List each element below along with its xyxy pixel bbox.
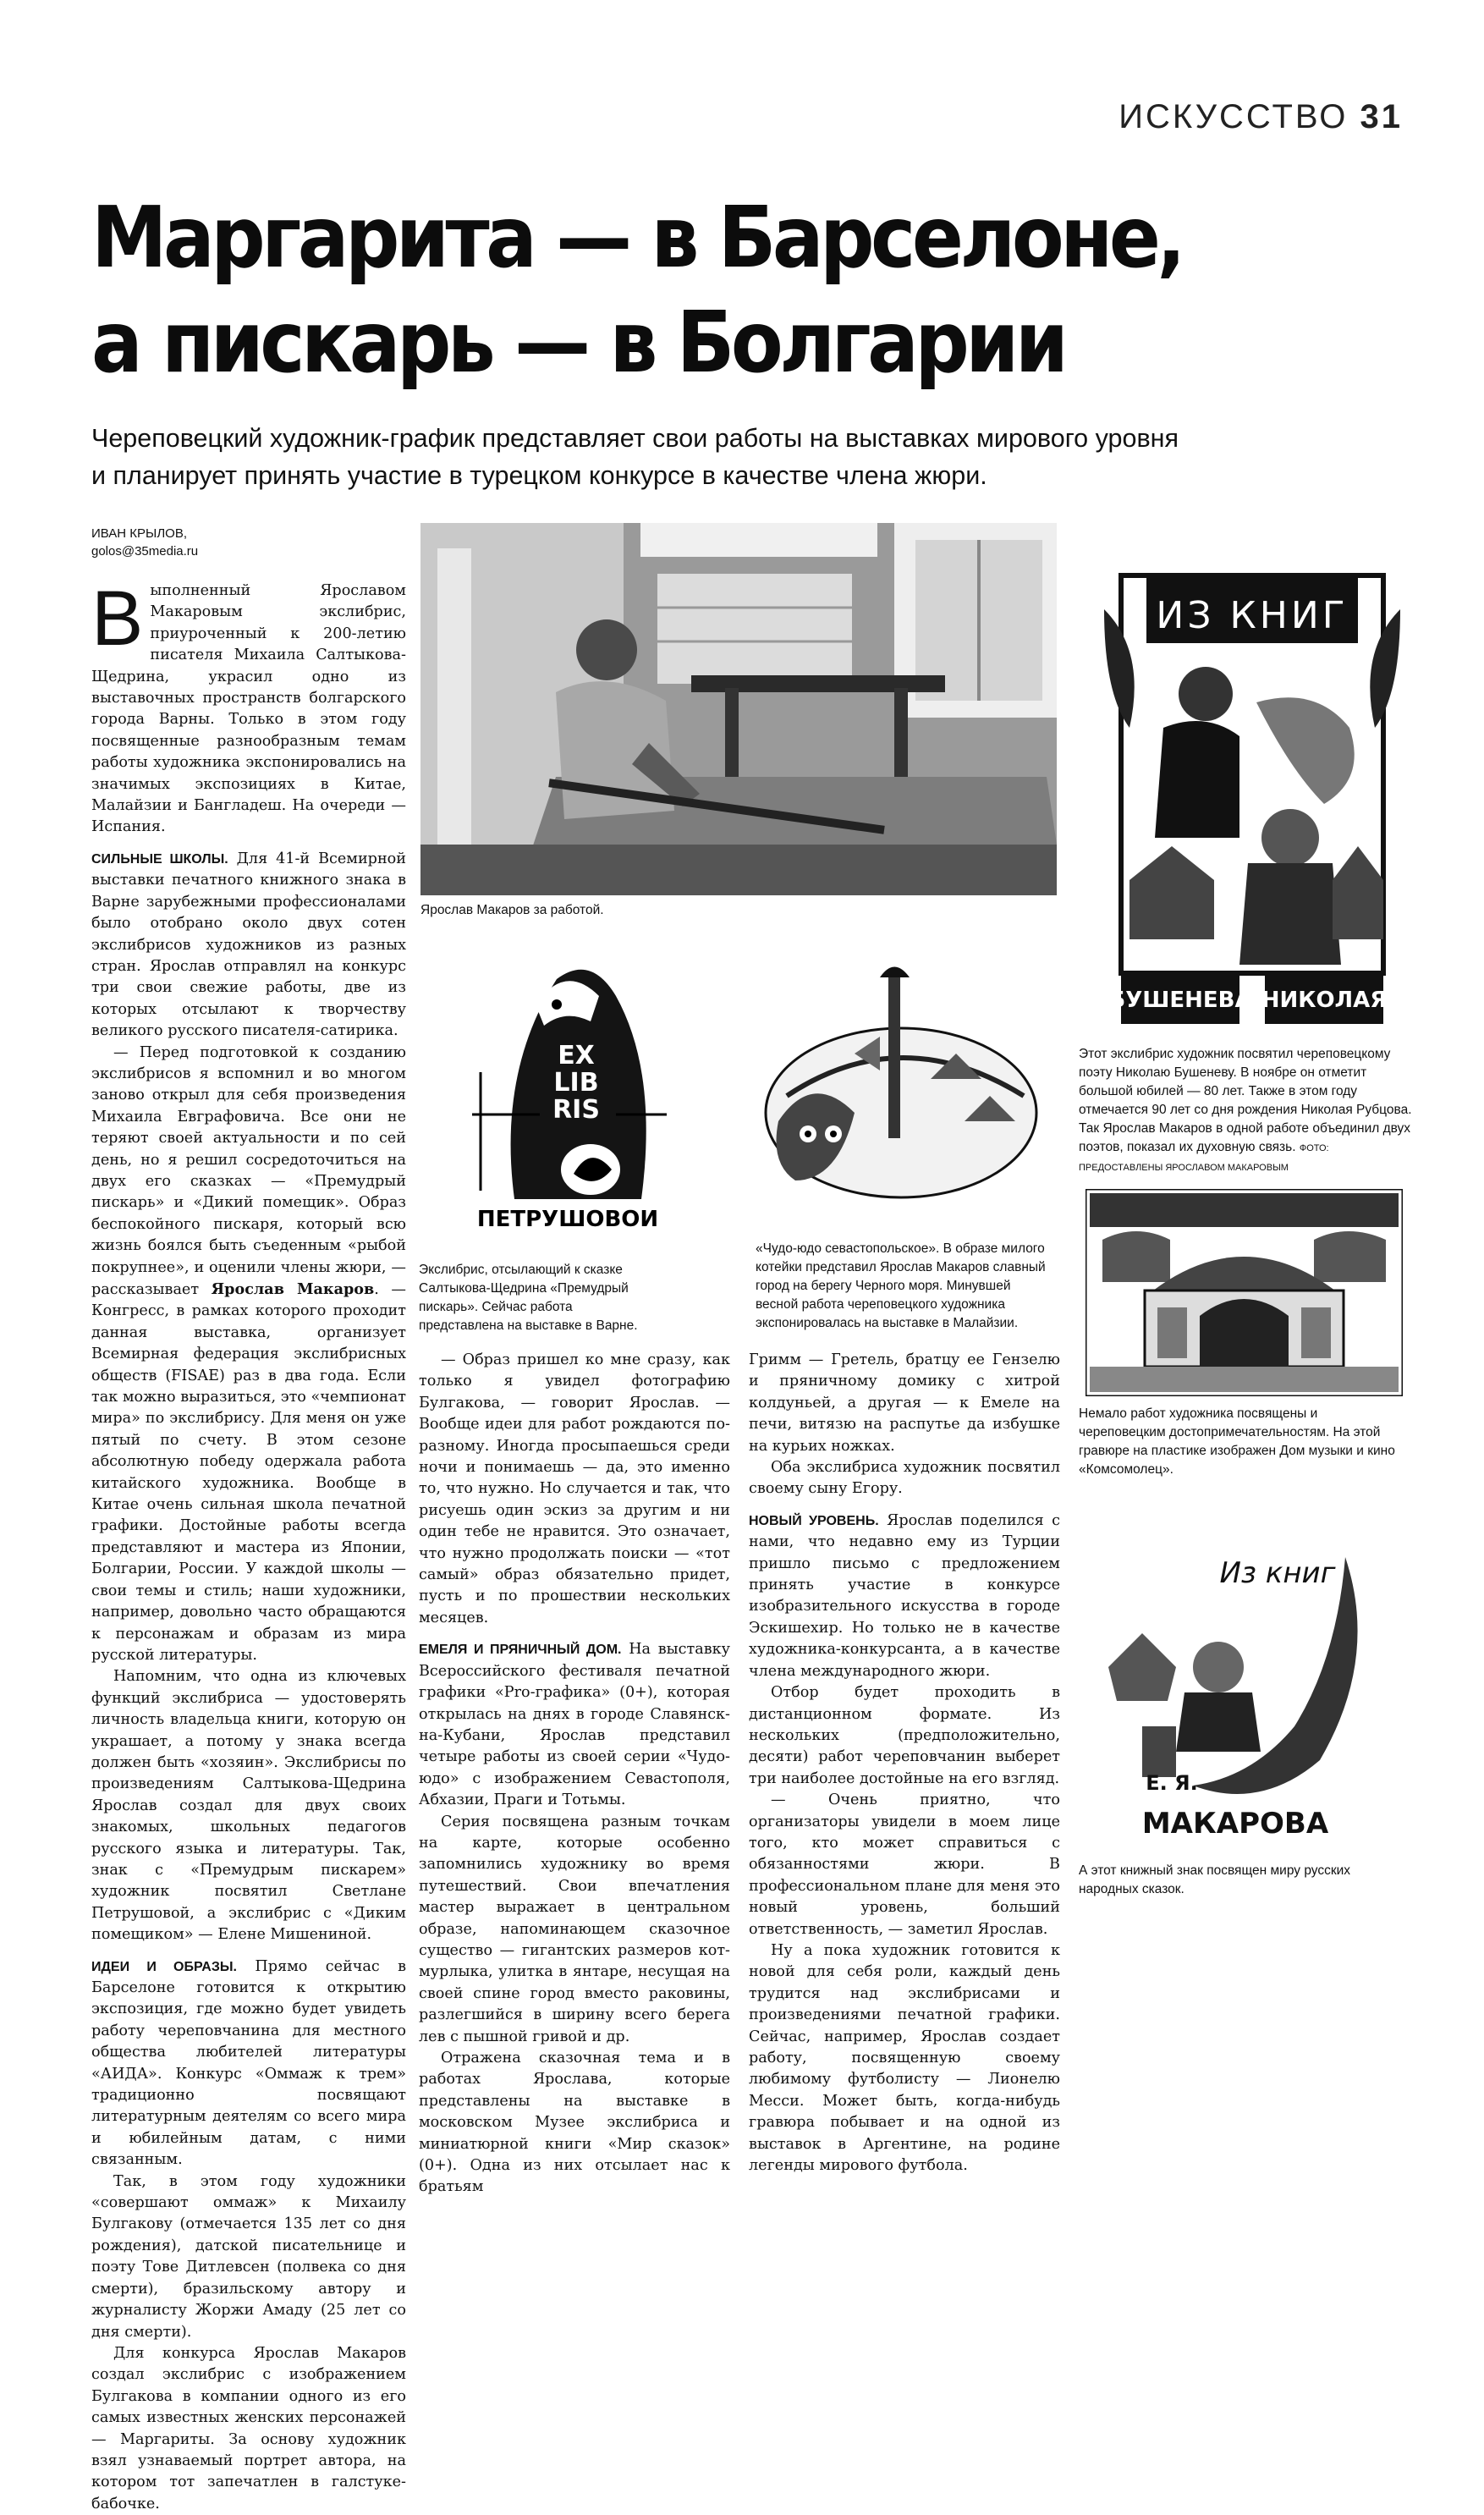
bushenev-bottom-right: НИКОЛАЯ <box>1261 988 1388 1013</box>
byline <box>91 525 198 560</box>
fairy-caption: А этот книжный знак посвящен миру русских народных сказок. <box>1079 1863 1351 1896</box>
drop-cap: В <box>91 575 144 662</box>
article-column-1 <box>91 575 407 2515</box>
headline-line-1: Маргарита — в Барселоне, <box>91 188 1183 287</box>
fairy-bottom-text: МАКАРОВА <box>1141 1807 1329 1841</box>
paragraph-text: Ярослав поделился с нами, что недавно ему из Турции пришло письмо с предложением принять участие в конкурсе изобразительного искусства в городе Эскишехир. Но только не в качестве художника-конкурсанта, а в качестве члена международного жюри. <box>749 1511 1061 1680</box>
paragraph: — Образ пришел ко мне сразу, как только я увидел фотографию Булгакова, — говорит Ярослав. — Вообще идеи для работ рождаются по-разному. Иногда просыпаешься среди ночи и понимаешь — да, это именно то, что нужно. Но случается и так, что рисуешь один эскиз за другим и ни один тебе не нравится. Это означает, что нужно продолжать поиски — «тот самый» образ обязательно придет, пусть и по прошествии нескольких месяцев. <box>419 1351 730 1626</box>
paragraph: Гримм — Гретель, братцу ее Гензелю и пряничному домику с хитрой колдуньей, а другая — к Емеле на печи, витязю на распутье да избушке на курьих ножках. <box>749 1351 1060 1455</box>
bushenev-top-text: ИЗ КНИГ <box>1156 594 1349 637</box>
exlibris-bushenev <box>1096 559 1409 1032</box>
artist-photo <box>420 523 1057 895</box>
artist-photo-drawing <box>420 523 1057 895</box>
exlibris-bushenev-drawing <box>1096 559 1409 1032</box>
bushenev-caption <box>1079 1045 1413 1177</box>
paragraph <box>91 849 406 1043</box>
page-number: 31 <box>1360 98 1403 135</box>
exlibris-1-caption: Экслибрис, отсылающий к сказке Салтыкова-Щедрина «Премудрый пискарь». Сейчас работа представлена на выставке в Варне. <box>419 1263 638 1333</box>
paragraph: Для конкурса Ярослав Макаров создал экслибрис с изображением Булгакова в компании одного из его самых известных женских персонажей — Маргариты. За основу художник взял узнаваемый портрет автора, на котором тот запечатлен в галстуке-бабочке. <box>91 2344 406 2512</box>
photo-credit: ФОТО: ПРЕДОСТАВЛЕНЫ ЯРОСЛАВОМ МАКАРОВЫМ <box>1079 1143 1329 1173</box>
exlibris-petrushova <box>464 945 672 1237</box>
paragraph-text: Прямо сейчас в Барселоне готовится к открытию экспозиция, где можно будет увидеть работу череповчанина для местного общества любителей литературы «АИДА». Конкурс «Оммаж к трем» традиционно посвящают литературным деятелям со всего мира и юбилейным датам, с ними связанным. <box>91 1957 407 2169</box>
paragraph: Серия посвящена разным точкам на карте, которые особенно запомнились художнику во время путешествий. Свои впечатления мастер выражает в центральном образе, напоминающем сказочное существо — гигантских размеров кот-мурлыка, улитка в янтаре, несущая на своей спине город вместо раковины, разлегшийся в ширину всего берега лев с пышной гривой и др. <box>419 1813 730 2045</box>
paragraph: Ну а пока художник готовится к новой для себя роли, каждый день трудится над экслибрисами и произведениями печатной графики. Сейчас, например, Ярослав создает работу, посвященную своему любимому футболисту — Лионелю Месси. Может быть, когда-нибудь гравюра побывает и на одной из выставок в Аргентине, на родине легенды мирового футбола. <box>749 1941 1060 2175</box>
subheading: СИЛЬНЫЕ ШКОЛЫ. <box>91 851 228 867</box>
exlibris-fairy-tales <box>1091 1532 1379 1845</box>
intro-paragraph <box>91 575 406 839</box>
engraving-caption: Немало работ художника посвящены и череповецким достопримечательностям. На этой гравюре на пластике изображен Дом музыки и кино «Комсомолец». <box>1079 1406 1395 1477</box>
section-name: ИСКУССТВО <box>1118 98 1349 135</box>
photo-caption: Ярослав Макаров за работой. <box>420 903 604 917</box>
author-name: ИВАН КРЫЛОВ, <box>91 526 187 541</box>
author-email: golos@35media.ru <box>91 544 199 559</box>
section-header <box>1118 98 1403 136</box>
paragraph: Отбор будет проходить в дистанционном формате. Из нескольких (предположительно, десяти) работ череповчанин выберет три наиболее достойные на его взгляд. <box>749 1684 1060 1787</box>
engraving-komsomolets <box>1086 1189 1403 1396</box>
person-name: Ярослав Макаров <box>211 1280 375 1298</box>
paragraph <box>91 1956 406 2171</box>
exlibris-2-caption: «Чудо-юдо севастопольское». В образе милого котейки представил Ярослав Макаров славный город на берегу Черного моря. Минувшей весной работа череповецкого художника экспонировалась на выставке в Малайзии. <box>756 1241 1046 1330</box>
exlibris-petrushova-drawing <box>464 945 672 1237</box>
paragraph: Оба экслибриса художник посвятил своему сыну Егору. <box>749 1459 1060 1498</box>
paragraph-text: . — Конгресс, в рамках которого проходит данная выставка, организует Всемирная федерация экслибрисных обществ (FISAE) раз в два года. Если так можно выразиться, это «чемпионат мира» по экслибрису. Для меня он уже пятый по счету. В этом сезоне абсолютную победу одержала работа китайского художника. Вообще в Китае очень сильная школа печатной графики. Достойные работы всегда представляют и мастера из Японии, Болгарии, России. У каждой школы — свои темы и стиль; наши художники, например, довольно часто обращаются к персонажам и образам из мира русской литературы. <box>91 1281 406 1664</box>
exlibris-owner-name: ПЕТРУШОВОИ <box>476 1207 659 1232</box>
bushenev-caption-text: Этот экслибрис художник посвятил череповецкому поэту Николаю Бушеневу. В ноябре он отметит большой юбилей — 80 лет. Также в этом году отмечается 90 лет со дня рождения Николая Рубцова. Так Ярослав Макаров в одной работе объединил двух поэтов, показал их духовную связь. <box>1079 1047 1412 1154</box>
paragraph: Так, в этом году художники «совершают оммаж» к Михаилу Булгакову (отмечается 135 лет со дня рождения), датской писательнице и поэту Тове Дитлевсен (полвека со дня смерти), бразильскому автору и журналисту Жоржи Амаду (25 лет со дня смерти). <box>91 2172 406 2341</box>
subheading: НОВЫЙ УРОВЕНЬ. <box>749 1513 879 1528</box>
subheading: ЕМЕЛЯ И ПРЯНИЧНЫЙ ДОМ. <box>419 1643 622 1658</box>
article-column-2 <box>419 1350 730 2199</box>
paragraph-text: На выставку Всероссийского фестиваля печатной графики «Pro-графика» (0+), которая открылась на днях в городе Славянск-на-Кубани, Ярослав представил четыре работы из своей серии «Чудо-юдо» с изображением Севастополя, Абхазии, Праги и Тотьмы. <box>419 1641 730 1809</box>
exlibris-text-1: EX <box>558 1041 595 1070</box>
article-column-3 <box>749 1350 1060 2177</box>
paragraph-text: — Перед подготовкой к созданию экслибрисов я вспомнил и во многом заново открыл для себя произведения Михаила Евграфовича. Все они не теряют своей актуальности и по сей день, но я решил сосредоточиться на двух его сказках — «Премудрый пискарь» и «Дикий помещик». Образ беспокойного пискаря, который всю жизнь боялся быть съеденным «рыбой покрупнее», и оценили члены жюри, — рассказывает <box>91 1043 406 1298</box>
paragraph <box>749 1511 1060 1682</box>
lead-line-1: Череповецкий художник-график представляет свои работы на выставках мирового уровня <box>91 424 1179 453</box>
headline-line-2: а пискарь — в Болгарии <box>91 293 1065 392</box>
paragraph-text: Для 41-й Всемирной выставки печатного книжного знака в Варне зарубежными профессионалами было отобрано около двух сотен экслибрисов художников из разных стран. Ярослав отправлял на конкурс три свои свежие работы, две из которых отсылают к творчеству великого русского писателя-сатирика. <box>91 850 406 1040</box>
exlibris-text-3: RIS <box>552 1095 600 1125</box>
fairy-initials: Е. Я. <box>1146 1771 1198 1795</box>
bushenev-bottom-left: БУШЕНЕВА <box>1108 988 1252 1013</box>
lead-line-2: и планирует принять участие в турецком конкурсе в качестве члена жюри. <box>91 461 987 490</box>
fairy-top-text: Из книг <box>1219 1556 1336 1590</box>
paragraph: Напомним, что одна из ключевых функций экслибриса — удостоверять личность владельца книги, которую он украшает, а потому у знака всегда должен быть «хозяин». Экслибрисы по произведениям Салтыкова-Щедрина Ярослав создал для двух своих знакомых, школьных педагогов русского языка и литературы. Так, знак с «Премудрым пискарем» художник посвятил Светлане Петрушовой, а экслибрис с «Диким помещиком» — Елене Мишениной. <box>91 1668 406 1944</box>
intro-text: ыполненный Ярославом Макаровым экслибрис, приуроченный к 200-летию писателя Михаила Салтыкова-Щедрина, украсил одно из выставочных пространств болгарского города Варны. Только в этом году посвященные разнообразным темам работы художника экспонировались на значимых экспозициях в Китае, Малайзии и Бангладеш. На очереди — Испания. <box>91 582 406 836</box>
paragraph <box>91 1043 406 1667</box>
exlibris-sevastopol-cat <box>761 952 1041 1206</box>
paragraph: — Очень приятно, что организаторы увидели в моем лице того, кто может справиться с обязанностями жюри. В профессиональном плане для меня это новый уровень, больший ответственность, — заметил Ярослав. <box>749 1791 1060 1938</box>
paragraph <box>419 1639 730 1811</box>
paragraph: Отражена сказочная тема и в работах Ярослава, которые представлены на выставке в московском Музее экслибриса и миниатюрной книги «Мир сказок» (0+). Одна из них отсылает нас к братьям <box>419 2050 730 2196</box>
exlibris-sevastopol-drawing <box>761 952 1041 1206</box>
exlibris-fairy-drawing <box>1091 1532 1379 1845</box>
lead-paragraph <box>91 420 1411 494</box>
exlibris-text-2: LIB <box>553 1068 599 1098</box>
subheading: ИДЕИ И ОБРАЗЫ. <box>91 1959 237 1974</box>
engraving-komsomolets-drawing <box>1086 1189 1403 1396</box>
